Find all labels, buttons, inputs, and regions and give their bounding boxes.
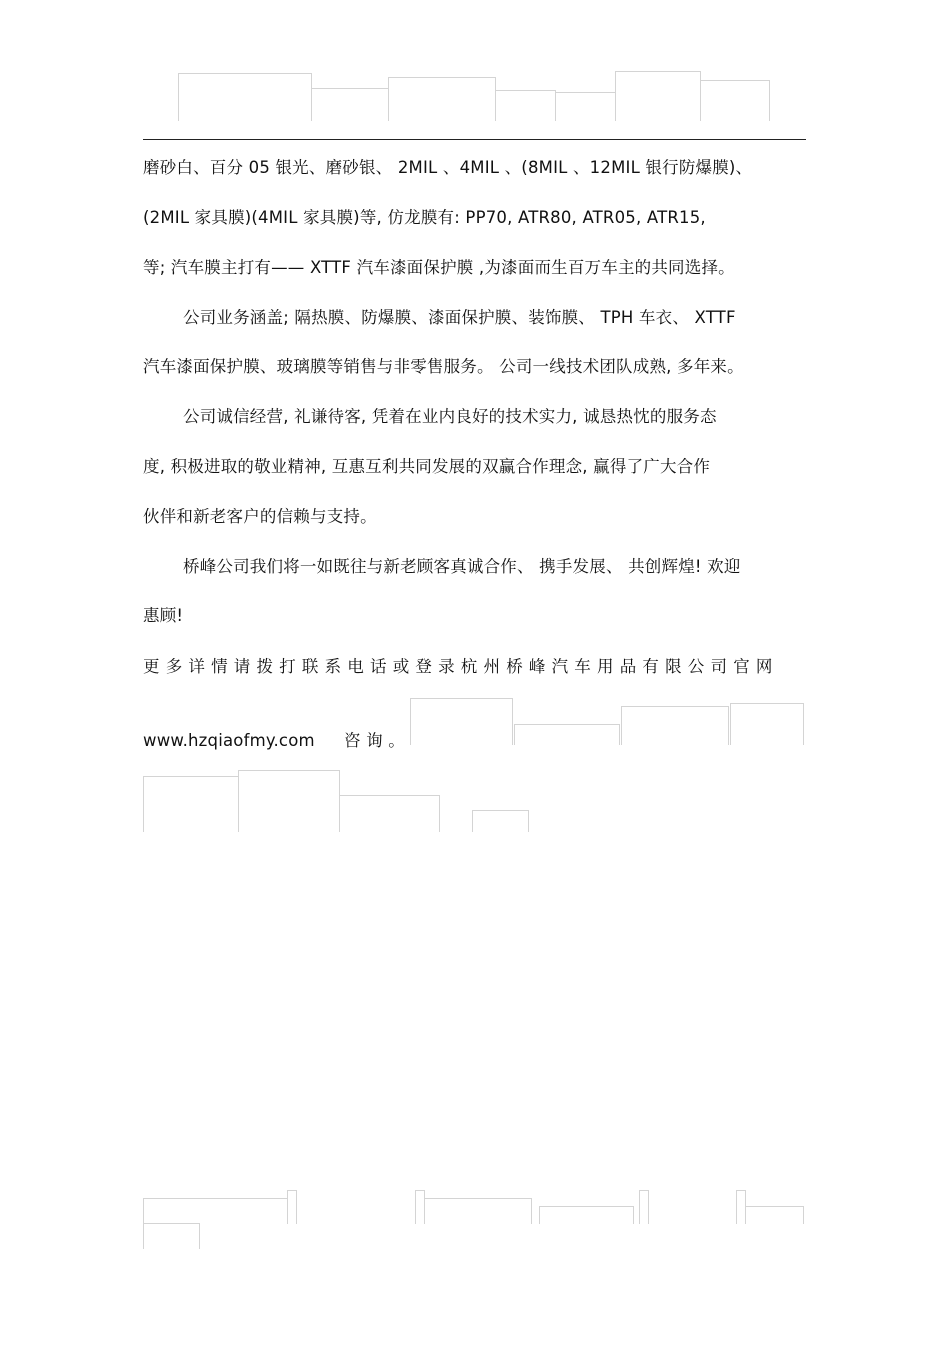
- paragraph-line: 磨砂白、百分 05 银光、磨砂银、 2MIL 、4MIL 、(8MIL 、12MIL 银行防爆膜)、: [143, 158, 753, 177]
- paragraph-line: 汽车漆面保护膜、玻璃膜等销售与非零售服务。 公司一线技术团队成熟, 多年来。: [143, 357, 744, 376]
- frame-decoration: [287, 1190, 297, 1224]
- frame-decoration: [539, 1206, 634, 1224]
- frame-decoration: [621, 706, 729, 745]
- website-link[interactable]: www.hzqiaofmy.com: [143, 731, 315, 750]
- frame-decoration: [143, 1198, 288, 1224]
- frame-decoration: [700, 80, 770, 121]
- paragraph-line: 公司业务涵盖; 隔热膜、防爆膜、漆面保护膜、装饰膜、 TPH 车衣、 XTTF: [183, 308, 736, 327]
- frame-decoration: [514, 724, 620, 745]
- frame-decoration: [339, 795, 440, 832]
- frame-decoration: [178, 73, 312, 121]
- paragraph-line: 等; 汽车膜主打有—— XTTF 汽车漆面保护膜 ,为漆面而生百万车主的共同选择。: [143, 258, 735, 277]
- frame-decoration: [238, 770, 340, 832]
- frame-decoration: [424, 1198, 532, 1224]
- frame-decoration: [311, 88, 389, 121]
- contact-line: 更多详情请拨打联系电话或登录杭州桥峰汽车用品有限公司官网: [143, 657, 779, 676]
- paragraph-line: 惠顾!: [143, 606, 184, 625]
- frame-decoration: [495, 90, 556, 121]
- frame-decoration: [143, 776, 239, 832]
- paragraph-line: 公司诚信经营, 礼谦待客, 凭着在业内良好的技术实力, 诚恳热忱的服务态: [183, 407, 717, 426]
- frame-decoration: [143, 1223, 200, 1249]
- frame-decoration: [745, 1206, 804, 1224]
- frame-decoration: [410, 698, 513, 745]
- header-rule: [143, 139, 806, 140]
- frame-decoration: [388, 77, 496, 121]
- frame-decoration: [639, 1190, 649, 1224]
- paragraph-line: 度, 积极进取的敬业精神, 互惠互利共同发展的双赢合作理念, 赢得了广大合作: [143, 457, 711, 476]
- paragraph-line: 桥峰公司我们将一如既往与新老顾客真诚合作、 携手发展、 共创辉煌! 欢迎: [183, 557, 741, 576]
- paragraph-line: 伙伴和新老客户的信赖与支持。: [143, 507, 377, 526]
- frame-decoration: [472, 810, 529, 832]
- consult-text: 咨 询 。: [344, 731, 405, 750]
- frame-decoration: [730, 703, 804, 745]
- frame-decoration: [555, 92, 616, 121]
- frame-decoration: [615, 71, 701, 121]
- paragraph-line: (2MIL 家具膜)(4MIL 家具膜)等, 仿龙膜有: PP70, ATR80, ATR05, ATR15,: [143, 208, 706, 227]
